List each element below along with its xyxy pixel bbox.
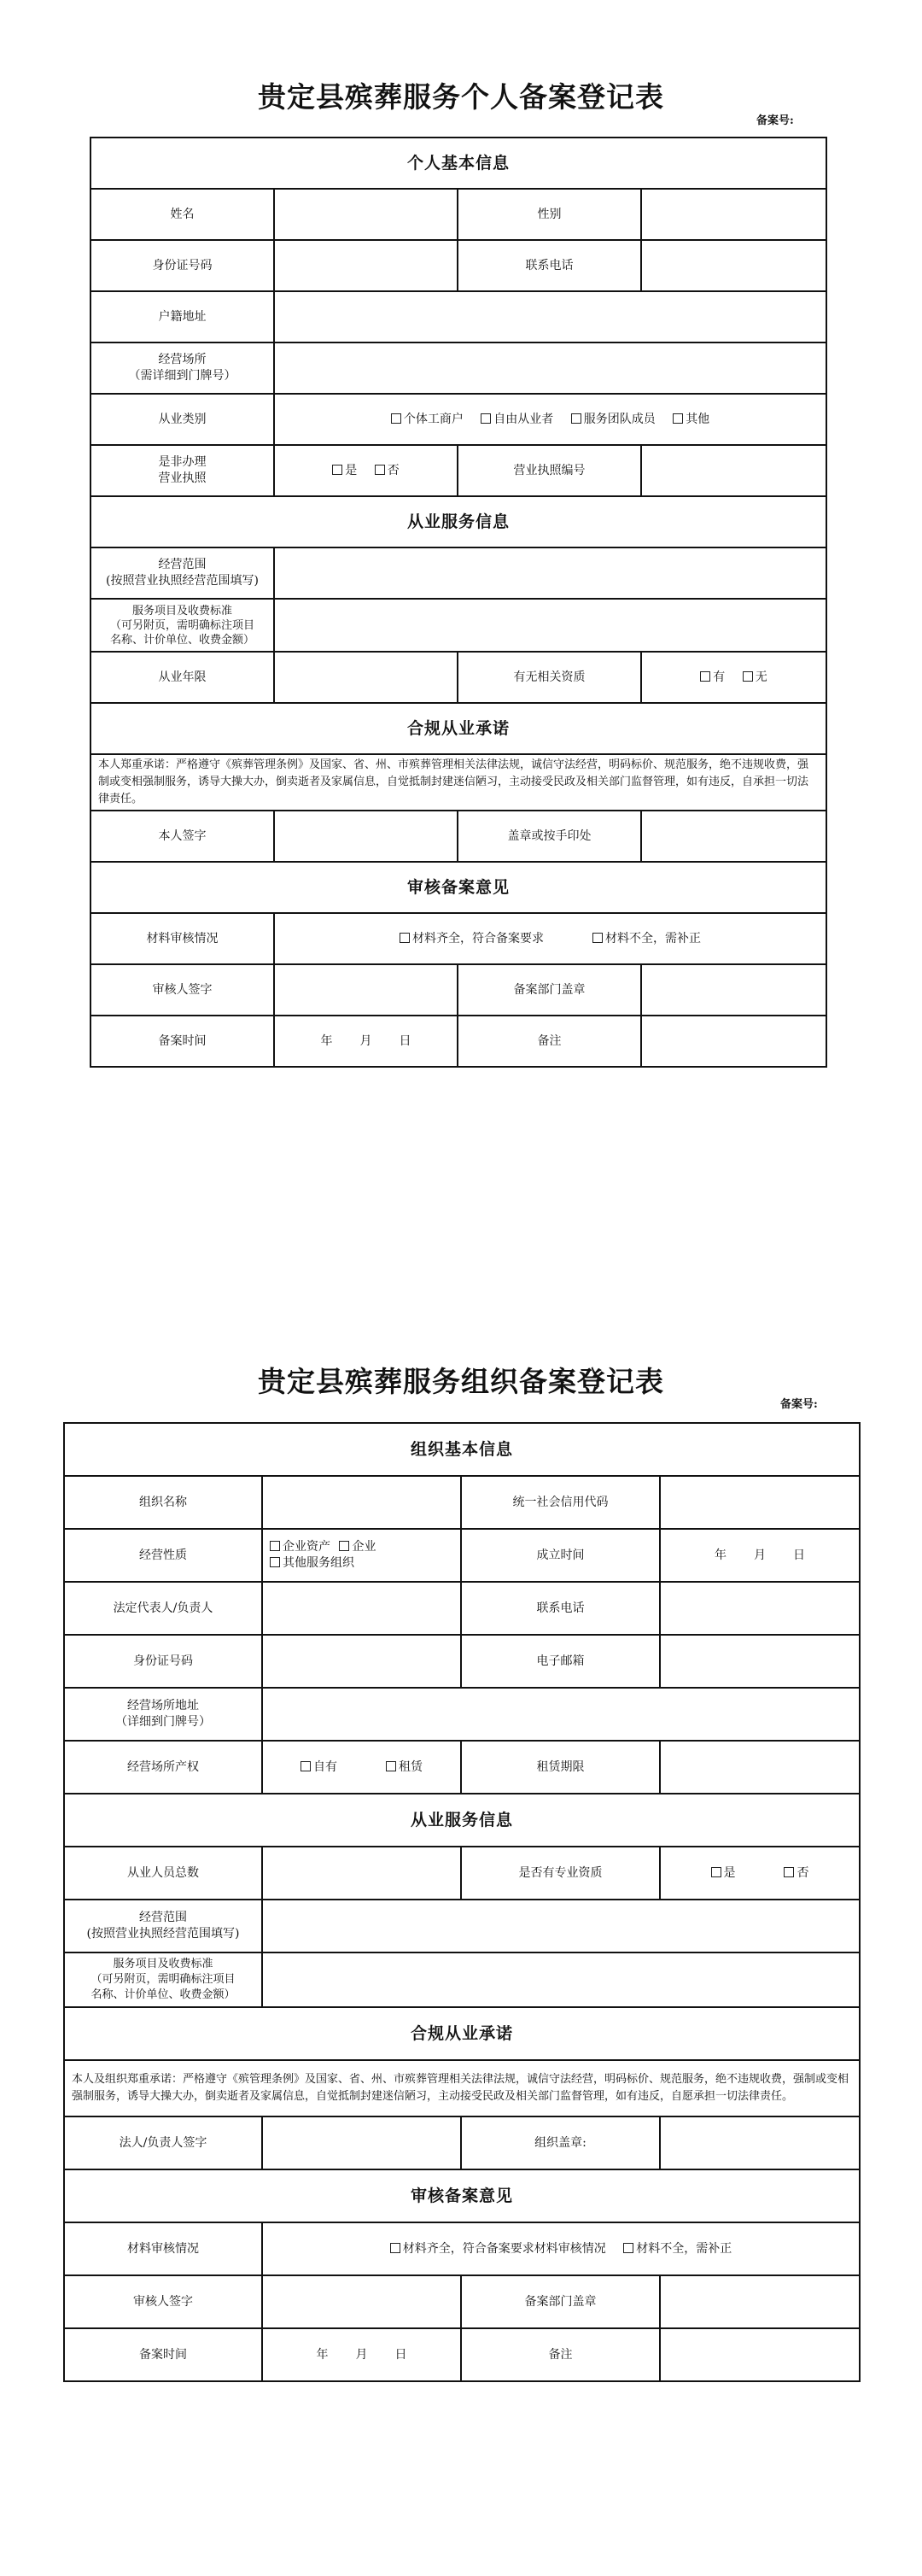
form2-material-options bbox=[262, 2222, 860, 2275]
form2-staff-label: 从业人员总数 bbox=[64, 1847, 262, 1900]
form1-venue-input[interactable] bbox=[274, 342, 826, 394]
form2-property-label: 经营场所产权 bbox=[64, 1741, 262, 1794]
form1-reviewer-label: 审核人签字 bbox=[90, 964, 274, 1016]
form1-gender-label: 性别 bbox=[458, 189, 641, 240]
form2-section-basic: 组织基本信息 bbox=[64, 1423, 860, 1476]
checkbox-icon bbox=[673, 413, 683, 424]
form1-scope-label bbox=[90, 547, 274, 599]
form2-property-options bbox=[262, 1741, 461, 1794]
checkbox-icon bbox=[700, 671, 710, 682]
checkbox-icon bbox=[339, 1541, 349, 1551]
form2-date-input[interactable] bbox=[262, 2328, 461, 2381]
form2-table bbox=[63, 1422, 861, 2382]
form2-email-input[interactable] bbox=[660, 1635, 860, 1688]
form1-license-question-line2: 营业执照 bbox=[158, 471, 207, 485]
form1-id-label: 身份证号码 bbox=[90, 240, 274, 291]
form1-qual-options bbox=[641, 652, 826, 703]
form2-items-input[interactable] bbox=[262, 1952, 860, 2007]
form2-nature-option[interactable]: 企业 bbox=[339, 1539, 376, 1555]
form1-name-label: 姓名 bbox=[90, 189, 274, 240]
checkbox-icon bbox=[784, 1867, 794, 1877]
form2-scope-label bbox=[64, 1900, 262, 1952]
form1-date-year: 年 bbox=[320, 1033, 333, 1048]
form1-phone-label: 联系电话 bbox=[458, 240, 641, 291]
form1-category-label: 从业类别 bbox=[90, 394, 274, 445]
form1-scope-label-line1: 经营范围 bbox=[158, 558, 207, 571]
form2-pledge-text: 本人及组织郑重承诺：严格遵守《殡管理条例》及国家、省、州、市殡葬管理相关法律法规，诚信守法经营，明码标价、规范服务，绝不违规收费，强制或变相强制服务，诱导大操大办，倒卖逝者及家属信息，自觉抵制封建迷信陋习，主动接受民政及相关部门监督管理，如有违反，自愿承担一切法律责任。 bbox=[64, 2060, 860, 2116]
form2-qual-yes[interactable]: 是 bbox=[711, 1865, 736, 1882]
checkbox-icon bbox=[332, 465, 342, 475]
form1-license-no[interactable]: 否 bbox=[375, 463, 400, 479]
form2-credit-code-input[interactable] bbox=[660, 1476, 860, 1529]
form2-staff-input[interactable] bbox=[262, 1847, 461, 1900]
form2-date-month: 月 bbox=[355, 2347, 368, 2362]
form1-address-label: 户籍地址 bbox=[90, 291, 274, 342]
form2-remark-label: 备注 bbox=[461, 2328, 660, 2381]
form2-material-label: 材料审核情况 bbox=[64, 2222, 262, 2275]
form2-venue-input[interactable] bbox=[262, 1688, 860, 1741]
form2-venue-label-line2: （详细到门牌号） bbox=[115, 1715, 211, 1729]
form2-legal-rep-input[interactable] bbox=[262, 1582, 461, 1635]
form1-items-input[interactable] bbox=[274, 599, 826, 652]
form2-dept-seal-input[interactable] bbox=[660, 2275, 860, 2328]
form1-remark-label: 备注 bbox=[458, 1016, 641, 1067]
form1-seal-label: 盖章或按手印处 bbox=[458, 811, 641, 862]
form2-qual-label: 是否有专业资质 bbox=[461, 1847, 660, 1900]
form2-phone-label: 联系电话 bbox=[461, 1582, 660, 1635]
form2-section-review: 审核备案意见 bbox=[64, 2169, 860, 2222]
form1-section-basic: 个人基本信息 bbox=[90, 138, 826, 189]
form1-category-option[interactable]: 自由从业者 bbox=[481, 412, 553, 428]
checkbox-icon bbox=[390, 2243, 400, 2253]
form1-remark-input[interactable] bbox=[641, 1016, 826, 1067]
form2-venue-label bbox=[64, 1688, 262, 1741]
form1-table bbox=[90, 137, 827, 1068]
form1-items-label-line1: 服务项目及收费标准 bbox=[131, 604, 232, 618]
checkbox-icon bbox=[270, 1557, 280, 1567]
checkbox-icon bbox=[391, 413, 401, 424]
form1-title: 贵定县殡葬服务个人备案登记表 bbox=[258, 80, 664, 114]
form2-lease-label: 租赁期限 bbox=[461, 1741, 660, 1794]
form2-sign-label: 法人/负责人签字 bbox=[64, 2116, 262, 2169]
form2-founded-month: 月 bbox=[754, 1548, 766, 1562]
form2-section-service: 从业服务信息 bbox=[64, 1794, 860, 1847]
checkbox-icon bbox=[270, 1541, 280, 1551]
form2-nature-option[interactable]: 其他服务组织 bbox=[270, 1555, 455, 1572]
form1-items-label-line2: （可另附页，需明确标注项目 bbox=[109, 618, 254, 632]
form1-section-service: 从业服务信息 bbox=[90, 496, 826, 547]
form1-venue-label-line1: 经营场所 bbox=[158, 353, 207, 366]
form1-name-input[interactable] bbox=[274, 189, 458, 240]
form1-sign-input[interactable] bbox=[274, 811, 458, 862]
form2-record-no: 备案号: bbox=[780, 1398, 818, 1411]
form2-founded-input[interactable] bbox=[660, 1529, 860, 1582]
form2-date-day: 日 bbox=[394, 2347, 407, 2362]
form2-date-year: 年 bbox=[316, 2347, 329, 2362]
form1-phone-input[interactable] bbox=[641, 240, 826, 291]
form2-reviewer-input[interactable] bbox=[262, 2275, 461, 2328]
form1-qual-none[interactable]: 无 bbox=[743, 670, 767, 686]
checkbox-icon bbox=[743, 671, 753, 682]
form2-id-label: 身份证号码 bbox=[64, 1635, 262, 1688]
form1-scope-input[interactable] bbox=[274, 547, 826, 599]
form1-date-day: 日 bbox=[399, 1033, 411, 1048]
form2-credit-code-label: 统一社会信用代码 bbox=[461, 1476, 660, 1529]
form1-reviewer-input[interactable] bbox=[274, 964, 458, 1016]
form2-material-bad[interactable]: 材料不全，需补正 bbox=[623, 2241, 732, 2257]
checkbox-icon bbox=[711, 1867, 721, 1877]
form1-license-no-label: 营业执照编号 bbox=[458, 445, 641, 496]
form1-material-options bbox=[274, 913, 826, 964]
checkbox-icon bbox=[623, 2243, 633, 2253]
form1-qual-label: 有无相关资质 bbox=[458, 652, 641, 703]
form1-section-compliance: 合规从业承诺 bbox=[90, 703, 826, 754]
form2-property-own[interactable]: 自有 bbox=[301, 1759, 337, 1776]
form2-date-label: 备案时间 bbox=[64, 2328, 262, 2381]
form2-reviewer-label: 审核人签字 bbox=[64, 2275, 262, 2328]
form1-scope-label-line2: (按照营业执照经营范围填写) bbox=[106, 574, 259, 588]
form2-qual-no[interactable]: 否 bbox=[784, 1865, 808, 1882]
form2-founded-year: 年 bbox=[715, 1548, 727, 1562]
form1-qual-has[interactable]: 有 bbox=[700, 670, 725, 686]
checkbox-icon bbox=[571, 413, 581, 424]
form1-category-option[interactable]: 其他 bbox=[673, 412, 709, 428]
form1-section-review: 审核备案意见 bbox=[90, 862, 826, 913]
form1-dept-seal-label: 备案部门盖章 bbox=[458, 964, 641, 1016]
form2-scope-input[interactable] bbox=[262, 1900, 860, 1952]
checkbox-icon bbox=[481, 413, 491, 424]
form1-id-input[interactable] bbox=[274, 240, 458, 291]
form2-items-label bbox=[64, 1952, 262, 2007]
form2-phone-input[interactable] bbox=[660, 1582, 860, 1635]
form2-nature-options bbox=[262, 1529, 461, 1582]
form1-license-yes[interactable]: 是 bbox=[332, 463, 357, 479]
form2-items-label-line1: 服务项目及收费标准 bbox=[113, 1958, 213, 1970]
form1-pledge-text: 本人郑重承诺：严格遵守《殡葬管理条例》及国家、省、州、市殡葬管理相关法律法规，诚信守法经营，明码标价、规范服务，绝不违规收费，强制或变相强制服务，诱导大操大办，倒卖逝者及家属信息，自觉抵制封建迷信陋习，主动接受民政及相关部门监督管理，如有违反，自承担一切法律责任。 bbox=[90, 754, 826, 811]
form1-category-option[interactable]: 个体工商户 bbox=[391, 412, 464, 428]
checkbox-icon bbox=[592, 933, 603, 943]
checkbox-icon bbox=[400, 933, 410, 943]
form2-email-label: 电子邮箱 bbox=[461, 1635, 660, 1688]
form1-date-label: 备案时间 bbox=[90, 1016, 274, 1067]
form2-org-seal-input[interactable] bbox=[660, 2116, 860, 2169]
form1-gender-input[interactable] bbox=[641, 189, 826, 240]
checkbox-icon bbox=[386, 1761, 396, 1771]
form1-years-input[interactable] bbox=[274, 652, 458, 703]
form2-scope-label-line2: (按照营业执照经营范围填写) bbox=[86, 1927, 240, 1941]
form2-dept-seal-label: 备案部门盖章 bbox=[461, 2275, 660, 2328]
form2-sign-input[interactable] bbox=[262, 2116, 461, 2169]
form1-date-month: 月 bbox=[359, 1033, 372, 1048]
form2-property-rent[interactable]: 租赁 bbox=[386, 1759, 423, 1776]
checkbox-icon bbox=[375, 465, 385, 475]
form2-founded-day: 日 bbox=[793, 1548, 805, 1562]
checkbox-icon bbox=[301, 1761, 311, 1771]
form1-venue-label-line2: （需详细到门牌号） bbox=[128, 369, 236, 383]
form1-record-no: 备案号: bbox=[756, 114, 794, 127]
form1-category-option[interactable]: 服务团队成员 bbox=[571, 412, 656, 428]
form2-section-compliance: 合规从业承诺 bbox=[64, 2007, 860, 2060]
form1-license-options bbox=[274, 445, 458, 496]
form1-sign-label: 本人签字 bbox=[90, 811, 274, 862]
form1-address-input[interactable] bbox=[274, 291, 826, 342]
form2-items-label-line3: 名称、计价单位、收费金额） bbox=[90, 1988, 236, 2001]
form2-org-name-input[interactable] bbox=[262, 1476, 461, 1529]
form1-items-label-line3: 名称、计价单位、收费金额） bbox=[109, 633, 254, 647]
form1-seal-input[interactable] bbox=[641, 811, 826, 862]
form1-items-label bbox=[90, 599, 274, 652]
form1-years-label: 从业年限 bbox=[90, 652, 274, 703]
form1-date-input[interactable] bbox=[274, 1016, 458, 1067]
form2-qual-options bbox=[660, 1847, 860, 1900]
form1-material-bad[interactable]: 材料不全，需补正 bbox=[592, 931, 701, 947]
form1-category-options bbox=[274, 394, 826, 445]
form2-id-input[interactable] bbox=[262, 1635, 461, 1688]
form2-org-name-label: 组织名称 bbox=[64, 1476, 262, 1529]
form1-material-ok[interactable]: 材料齐全，符合备案要求 bbox=[400, 931, 544, 947]
form2-legal-rep-label: 法定代表人/负责人 bbox=[64, 1582, 262, 1635]
form2-material-ok[interactable]: 材料齐全，符合备案要求材料审核情况 bbox=[390, 2241, 606, 2257]
form2-scope-label-line1: 经营范围 bbox=[139, 1911, 187, 1924]
form1-dept-seal-input[interactable] bbox=[641, 964, 826, 1016]
form2-nature-option[interactable]: 企业资产 bbox=[270, 1539, 330, 1555]
form1-license-no-input[interactable] bbox=[641, 445, 826, 496]
form1-venue-label bbox=[90, 342, 274, 394]
form1-material-label: 材料审核情况 bbox=[90, 913, 274, 964]
form1-license-question-line1: 是非办理 bbox=[158, 455, 207, 469]
form2-title: 贵定县殡葬服务组织备案登记表 bbox=[258, 1365, 664, 1398]
form2-nature-label: 经营性质 bbox=[64, 1529, 262, 1582]
form2-org-seal-label: 组织盖章: bbox=[461, 2116, 660, 2169]
form2-founded-label: 成立时间 bbox=[461, 1529, 660, 1582]
form2-venue-label-line1: 经营场所地址 bbox=[127, 1699, 199, 1712]
form2-items-label-line2: （可另附页，需明确标注项目 bbox=[90, 1973, 236, 1986]
form2-lease-input[interactable] bbox=[660, 1741, 860, 1794]
form2-remark-input[interactable] bbox=[660, 2328, 860, 2381]
form1-license-question bbox=[90, 445, 274, 496]
